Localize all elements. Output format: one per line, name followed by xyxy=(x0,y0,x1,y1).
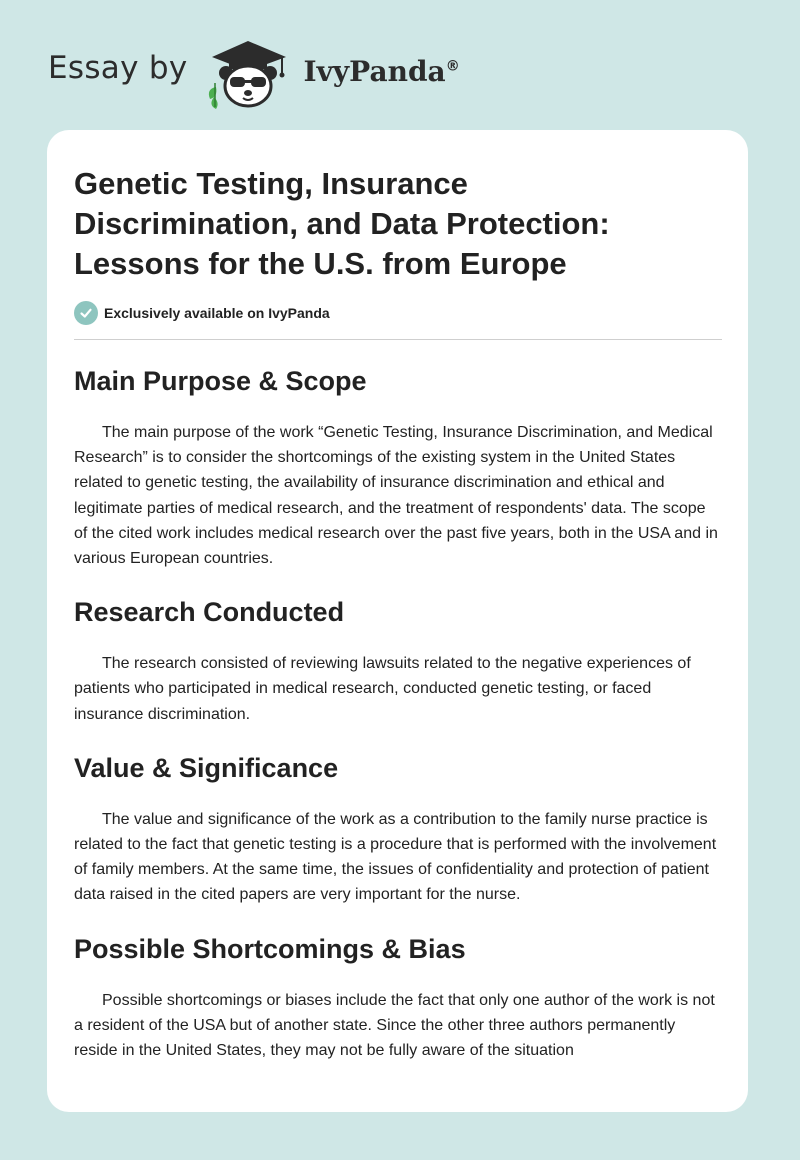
section-main-purpose xyxy=(74,364,722,571)
section-body: The research consisted of reviewing lawsuits related to the negative experiences of patients who participated in medical research, conducted genetic testing, or faced insurance discrimination. xyxy=(74,655,691,723)
check-icon xyxy=(74,301,98,325)
panda-logo-icon xyxy=(202,35,294,109)
section-heading: Main Purpose & Scope xyxy=(74,366,367,396)
brand-prefix: Essay by xyxy=(48,50,188,86)
brand-header xyxy=(48,32,548,112)
document-card xyxy=(47,130,748,1112)
section-heading: Research Conducted xyxy=(74,597,345,628)
page-title: Genetic Testing, Insurance Discrimination, and Data Protection: Lessons for the U.S. from Europe xyxy=(74,166,610,281)
section-research-conducted xyxy=(74,595,722,727)
section-body: The main purpose of the work “Genetic Testing, Insurance Discrimination, and Medical Research” is to consider the shortcomings of the existing system in the United States related to genetic testing, the availability of insurance discrimination and ethical and legitimate parties of medical research, and the treatment of respondents' data. The scope of the cited work includes medical research over the past five years, both in the USA and in various European countries. xyxy=(74,424,718,568)
exclusive-badge xyxy=(74,301,722,325)
brand-name-text: IvyPanda xyxy=(303,54,446,88)
badge-text: Exclusively available on IvyPanda xyxy=(104,305,330,321)
section-shortcomings-bias xyxy=(74,932,722,1064)
section-value-significance xyxy=(74,751,722,908)
section-heading: Possible Shortcomings & Bias xyxy=(74,933,466,964)
brand-name xyxy=(304,55,460,88)
divider xyxy=(74,339,722,340)
section-body: The value and significance of the work as a contribution to the family nurse practice is related to the fact that genetic testing is a procedure that is performed with the involvement of family members. At the same time, the issues of confidentiality and protection of patient data raised in the cited papers are very important for the nurse. xyxy=(74,810,717,904)
section-heading: Value & Significance xyxy=(74,752,339,783)
section-body: Possible shortcomings or biases include the fact that only one author of the work is not a resident of the USA but of another state. Since the other three authors permanently reside in the United States, they may not be fully aware of the situation xyxy=(74,991,715,1060)
registered-mark: ® xyxy=(445,58,460,75)
